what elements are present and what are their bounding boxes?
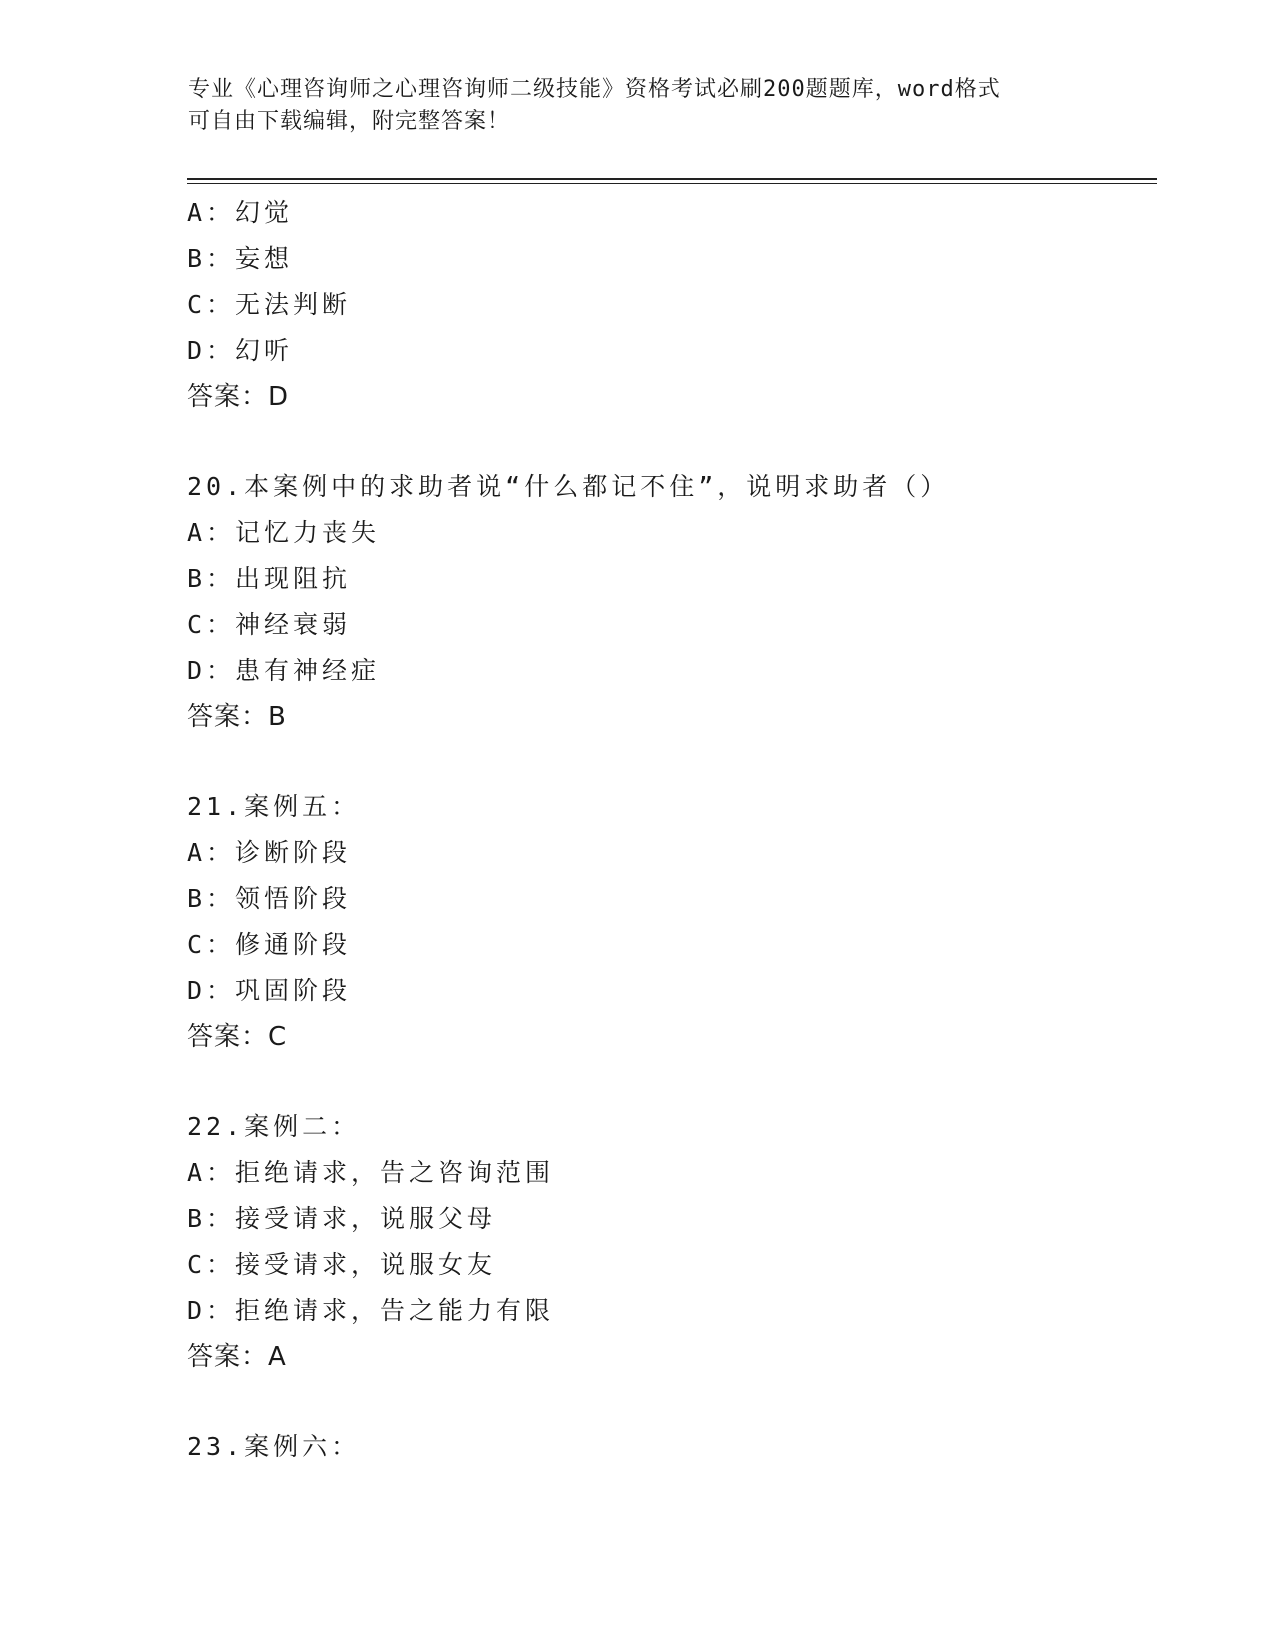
- question-block: [187, 464, 1147, 740]
- header-divider-thick: [187, 178, 1157, 180]
- question-title: 20.本案例中的求助者说“什么都记不住”，说明求助者（）: [187, 472, 950, 501]
- question-title: 23.案例六：: [187, 1432, 361, 1461]
- option-d: D：拒绝请求，告之能力有限: [187, 1296, 555, 1325]
- answer-line: 答案：B: [187, 702, 287, 732]
- option-b: B：领悟阶段: [187, 884, 352, 913]
- question-title: 21.案例五：: [187, 792, 361, 821]
- header-line-2: 可自由下载编辑，附完整答案！: [188, 109, 511, 134]
- header-line-1: 专业《心理咨询师之心理咨询师二级技能》资格考试必刷200题题库，word格式: [188, 77, 1001, 102]
- option-b: B：接受请求，说服父母: [187, 1204, 497, 1233]
- option-c: C：修通阶段: [187, 930, 352, 959]
- option-c: C：接受请求，说服女友: [187, 1250, 497, 1279]
- answer-line: 答案：A: [187, 1342, 287, 1372]
- option-b: B：出现阻抗: [187, 564, 352, 593]
- option-d: D：患有神经症: [187, 656, 381, 685]
- answer-line: 答案：C: [187, 1022, 288, 1052]
- option-b: B：妄想: [187, 244, 294, 273]
- option-a: A：诊断阶段: [187, 838, 352, 867]
- question-block: [187, 784, 1147, 1060]
- option-a: A：记忆力丧失: [187, 518, 381, 547]
- option-d: D：巩固阶段: [187, 976, 352, 1005]
- option-c: C：神经衰弱: [187, 610, 352, 639]
- question-list: [187, 190, 1147, 1470]
- option-a: A：拒绝请求，告之咨询范围: [187, 1158, 555, 1187]
- option-c: C：无法判断: [187, 290, 352, 319]
- option-d: D：幻听: [187, 336, 294, 365]
- question-block: [187, 1104, 1147, 1380]
- header-divider-thin: [187, 183, 1157, 184]
- option-a: A：幻觉: [187, 198, 294, 227]
- answer-line: 答案：D: [187, 382, 290, 412]
- question-title: 22.案例二：: [187, 1112, 361, 1141]
- document-header: [188, 74, 1088, 138]
- question-block: [187, 1424, 1147, 1470]
- question-block: [187, 190, 1147, 420]
